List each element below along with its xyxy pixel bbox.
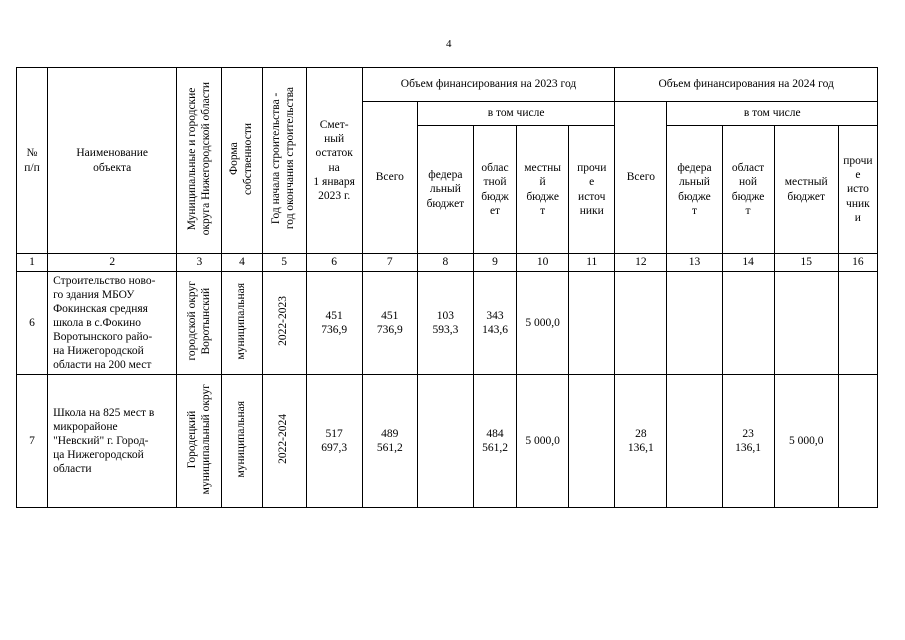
row-oth-2023 [569,375,615,508]
header-fin-2023: Объем финансирования на 2023 год [362,68,615,102]
row-oth-2023 [569,272,615,375]
header-oth-2023: прочи е источ ники [569,126,615,254]
page-number: 4 [446,38,452,50]
column-number: 4 [222,254,262,272]
row-loc-2024 [774,272,838,375]
header-balance: Смет- ный остаток на 1 января 2023 г. [306,68,362,254]
header-reg-2023: облас тной бюдж ет [473,126,516,254]
column-number: 13 [667,254,722,272]
table-row [17,375,878,508]
header-total-2024: Всего [615,102,667,254]
header-ownership-text: Форма собственности [228,122,254,195]
header-loc-2024: местный бюджет [774,126,838,254]
row-loc-2023: 5 000,0 [517,272,569,375]
row-years [262,375,306,508]
row-balance: 517 697,3 [306,375,362,508]
header-fed-2023: федера льный бюджет [417,126,473,254]
column-number: 12 [615,254,667,272]
table-row [17,272,878,375]
header-oth-2024: прочи е исто чник и [838,126,877,254]
column-number: 11 [569,254,615,272]
row-oth-2024 [838,375,877,508]
column-number: 8 [417,254,473,272]
column-number: 16 [838,254,877,272]
header-fin-2024: Объем финансирования на 2024 год [615,68,878,102]
row-loc-2023: 5 000,0 [517,375,569,508]
row-years-text: 2022-2024 [277,414,290,464]
financing-table [16,67,878,508]
header-name: Наименование объекта [48,68,177,254]
header-incl-2024: в том числе [667,102,878,126]
header-years-text: Год начала строительства - год окончания строительства [270,87,297,230]
header-row [17,68,878,102]
row-municipal [177,272,222,375]
row-oth-2024 [838,272,877,375]
header-years [262,68,306,254]
column-number: 1 [17,254,48,272]
header-loc-2023: местны й бюдже т [517,126,569,254]
row-no: 7 [17,375,48,508]
row-no: 6 [17,272,48,375]
row-fed-2023: 103 593,3 [417,272,473,375]
column-number: 14 [722,254,774,272]
header-fed-2024: федера льный бюдже т [667,126,722,254]
header-reg-2024: област ной бюдже т [722,126,774,254]
row-total-2024 [615,272,667,375]
header-no: № п/п [17,68,48,254]
row-ownership-text: муниципальная [235,282,248,360]
column-number: 15 [774,254,838,272]
row-municipal-text: городской округ Воротынский [185,281,212,361]
row-ownership [222,375,262,508]
column-number: 5 [262,254,306,272]
row-ownership [222,272,262,375]
row-reg-2023: 484 561,2 [473,375,516,508]
row-years [262,272,306,375]
row-name: Школа на 825 мест в микрорайоне "Невский" г. Город- ца Нижегородской области [48,375,177,508]
column-number: 9 [473,254,516,272]
row-reg-2024 [722,272,774,375]
row-municipal [177,375,222,508]
row-fed-2024 [667,272,722,375]
row-reg-2024: 23 136,1 [722,375,774,508]
row-total-2023: 451 736,9 [362,272,417,375]
row-years-text: 2022-2023 [277,296,290,346]
header-total-2023: Всего [362,102,417,254]
row-loc-2024: 5 000,0 [774,375,838,508]
header-municipal [177,68,222,254]
column-number: 10 [517,254,569,272]
row-total-2023: 489 561,2 [362,375,417,508]
row-ownership-text: муниципальная [235,400,248,478]
row-reg-2023: 343 143,6 [473,272,516,375]
header-incl-2023: в том числе [417,102,614,126]
header-municipal-text: Муниципальные и городские округа Нижегородской области [185,81,212,236]
column-number: 3 [177,254,222,272]
row-name: Строительство ново- го здания МБОУ Фокинская средняя школа в с.Фокино Воротынского райо- на Нижегородской области на 200 мест [48,272,177,375]
column-number: 2 [48,254,177,272]
column-number-row [17,254,878,272]
row-balance: 451 736,9 [306,272,362,375]
row-fed-2023 [417,375,473,508]
row-fed-2024 [667,375,722,508]
column-number: 6 [306,254,362,272]
row-total-2024: 28 136,1 [615,375,667,508]
column-number: 7 [362,254,417,272]
row-municipal-text: Городецкий муниципальный округ [185,383,212,495]
header-ownership [222,68,262,254]
